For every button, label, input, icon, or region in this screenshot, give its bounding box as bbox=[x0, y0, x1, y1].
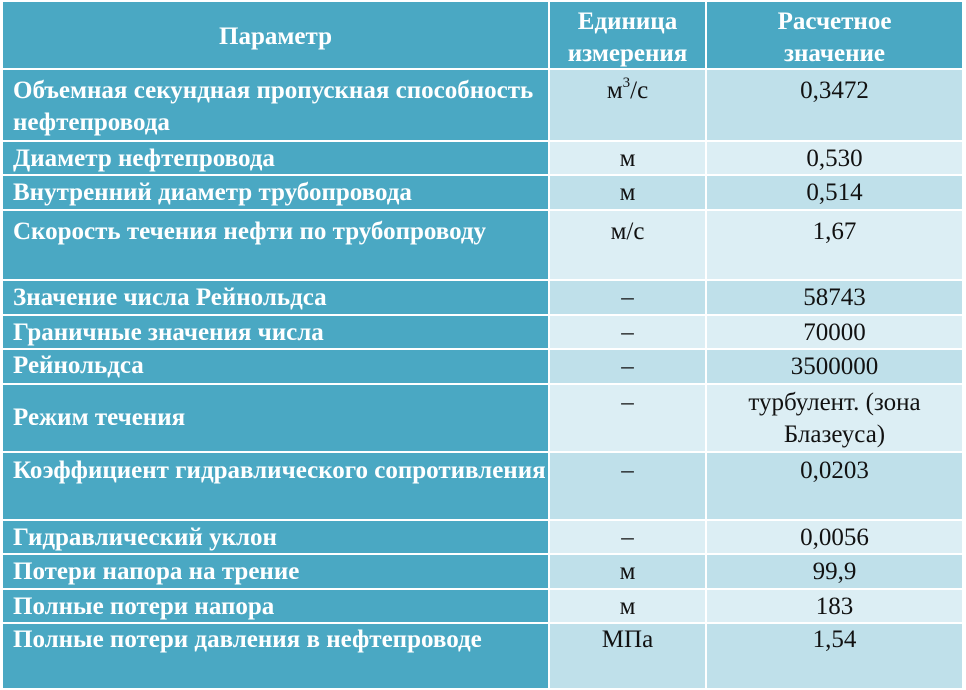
table-row bbox=[3, 453, 962, 519]
unit-text bbox=[550, 70, 705, 107]
header-cell-value bbox=[707, 2, 962, 68]
param-text: Коэффициент гидравлического сопротивления bbox=[13, 457, 546, 484]
param-text: Потери напора на трение bbox=[13, 558, 300, 585]
unit-tail: /с bbox=[630, 77, 649, 104]
value-text: 0,0056 bbox=[800, 524, 869, 551]
parameters-table bbox=[3, 2, 962, 688]
unit-exponent: 3 bbox=[622, 74, 631, 91]
param-text: Внутренний диаметр трубопровода bbox=[13, 179, 412, 206]
value-cell bbox=[707, 453, 962, 519]
value-text: 3500000 bbox=[790, 353, 879, 380]
unit-cell bbox=[550, 590, 705, 622]
param-text: Полные потери давления в нефтепроводе bbox=[13, 626, 482, 653]
unit-cell bbox=[550, 281, 705, 314]
unit-cell bbox=[550, 521, 705, 553]
unit-base: м bbox=[606, 77, 623, 104]
unit-cell bbox=[550, 385, 705, 451]
value-text: турбулент. (зона Блазеуса) bbox=[748, 389, 921, 448]
table-row bbox=[3, 624, 962, 688]
param-cell bbox=[3, 521, 548, 553]
header-param-label: Параметр bbox=[219, 23, 332, 50]
unit-text: – bbox=[621, 319, 634, 346]
unit-cell bbox=[550, 350, 705, 383]
param-cell bbox=[3, 142, 548, 174]
unit-cell bbox=[550, 316, 705, 348]
param-cell bbox=[3, 624, 548, 688]
header-unit-line2: измерения bbox=[567, 40, 688, 67]
unit-text: м bbox=[619, 593, 636, 620]
unit-cell bbox=[550, 70, 705, 140]
header-unit-label bbox=[550, 2, 705, 70]
unit-text: – bbox=[621, 284, 634, 311]
param-cell bbox=[3, 453, 548, 519]
value-text: 99,9 bbox=[812, 558, 857, 585]
param-cell bbox=[3, 590, 548, 622]
unit-cell bbox=[550, 176, 705, 209]
table-row bbox=[3, 521, 962, 553]
unit-cell bbox=[550, 453, 705, 519]
param-text: Граничные значения числа bbox=[13, 319, 324, 346]
value-text: 183 bbox=[815, 593, 854, 620]
param-text: Объемная секундная пропускная способность нефтепровода bbox=[13, 77, 534, 136]
header-value-label bbox=[707, 2, 962, 70]
value-cell bbox=[707, 176, 962, 209]
table-row bbox=[3, 176, 962, 209]
param-text: Полные потери напора bbox=[13, 593, 275, 620]
param-text: Гидравлический уклон bbox=[13, 524, 277, 551]
value-text: 1,54 bbox=[812, 626, 857, 653]
value-cell bbox=[707, 142, 962, 174]
table-row bbox=[3, 590, 962, 622]
unit-text: м bbox=[619, 558, 636, 585]
header-unit-line1: Единица bbox=[577, 8, 678, 35]
unit-text: м bbox=[619, 179, 636, 206]
value-text: 0,0203 bbox=[800, 457, 869, 484]
param-text: Диаметр нефтепровода bbox=[13, 145, 275, 172]
unit-text: – bbox=[621, 353, 634, 380]
unit-text: МПа bbox=[601, 626, 654, 653]
unit-text: – bbox=[621, 524, 634, 551]
param-cell bbox=[3, 555, 548, 588]
param-cell bbox=[3, 211, 548, 279]
value-cell bbox=[707, 316, 962, 348]
unit-text: – bbox=[621, 457, 634, 484]
table-row bbox=[3, 316, 962, 348]
param-text: Скорость течения нефти по трубопроводу bbox=[13, 218, 487, 245]
value-text: 0,3472 bbox=[800, 77, 869, 104]
param-cell bbox=[3, 316, 548, 348]
value-cell bbox=[707, 385, 962, 451]
header-cell-param bbox=[3, 2, 548, 68]
param-text: Рейнольдса bbox=[13, 352, 144, 379]
value-text: 0,530 bbox=[806, 145, 863, 172]
unit-cell bbox=[550, 142, 705, 174]
table-row bbox=[3, 385, 962, 451]
value-cell bbox=[707, 590, 962, 622]
value-cell bbox=[707, 350, 962, 383]
value-text: 70000 bbox=[803, 319, 866, 346]
unit-text: – bbox=[621, 389, 634, 416]
unit-text: м bbox=[619, 145, 636, 172]
value-cell bbox=[707, 521, 962, 553]
table-header-row bbox=[3, 2, 962, 68]
header-value-line1: Расчетное bbox=[777, 8, 892, 35]
value-cell bbox=[707, 281, 962, 314]
header-cell-unit bbox=[550, 2, 705, 68]
unit-cell bbox=[550, 555, 705, 588]
value-cell bbox=[707, 555, 962, 588]
param-cell bbox=[3, 281, 548, 314]
value-text: 0,514 bbox=[806, 179, 863, 206]
unit-cell bbox=[550, 624, 705, 688]
value-cell bbox=[707, 70, 962, 140]
table-row bbox=[3, 555, 962, 588]
value-text: 58743 bbox=[803, 284, 866, 311]
value-cell bbox=[707, 624, 962, 688]
param-text: Значение числа Рейнольдса bbox=[13, 284, 327, 311]
unit-text: м/с bbox=[610, 218, 645, 245]
param-text: Режим течения bbox=[13, 404, 186, 431]
value-text: 1,67 bbox=[812, 218, 857, 245]
header-value-line2: значение bbox=[783, 40, 886, 67]
table-row bbox=[3, 70, 962, 140]
table-row bbox=[3, 211, 962, 279]
unit-cell bbox=[550, 211, 705, 279]
table-row bbox=[3, 350, 962, 383]
param-cell bbox=[3, 176, 548, 209]
table-row bbox=[3, 142, 962, 174]
value-cell bbox=[707, 211, 962, 279]
param-cell bbox=[3, 70, 548, 140]
table-row bbox=[3, 281, 962, 314]
param-cell bbox=[3, 350, 548, 383]
param-cell bbox=[3, 385, 548, 451]
